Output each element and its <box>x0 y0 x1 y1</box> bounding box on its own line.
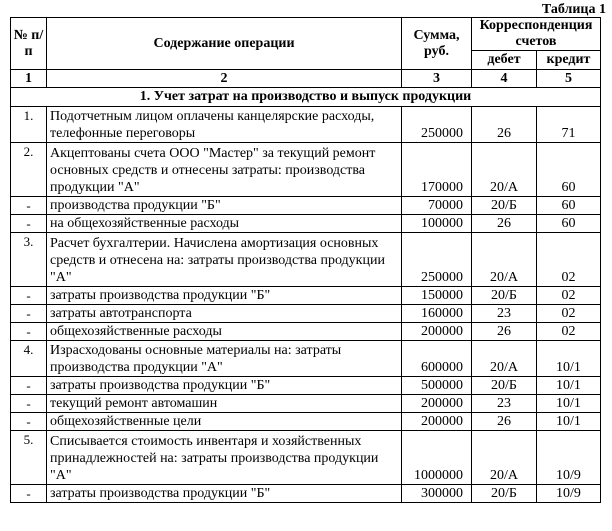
amount: 150000 <box>402 287 472 305</box>
table-row <box>11 143 601 197</box>
row-number: - <box>11 323 47 341</box>
credit-account: 02 <box>537 305 601 323</box>
amount: 160000 <box>402 305 472 323</box>
header-credit: кредит <box>537 51 601 70</box>
credit-account: 02 <box>537 287 601 305</box>
debit-account: 26 <box>472 413 537 431</box>
amount: 200000 <box>402 413 472 431</box>
operation-description: текущий ремонт автомашин <box>47 395 402 413</box>
row-number: - <box>11 305 47 323</box>
credit-account: 71 <box>537 107 601 143</box>
debit-account: 20/Б <box>472 485 537 503</box>
debit-account: 20/А <box>472 431 537 485</box>
credit-account: 10/1 <box>537 395 601 413</box>
row-number: 2. <box>11 143 47 197</box>
table-row <box>11 323 601 341</box>
header-desc: Содержание операции <box>47 18 402 70</box>
amount: 170000 <box>402 143 472 197</box>
operation-description: затраты производства продукции "Б" <box>47 485 402 503</box>
header-debit: дебет <box>472 51 537 70</box>
row-number: - <box>11 377 47 395</box>
row-number: - <box>11 197 47 215</box>
operation-description: Акцептованы счета ООО "Мастер" за текущий ремонт основных средств и отнесены затраты: производства продукции "А" <box>47 143 402 197</box>
table-body <box>11 107 601 503</box>
section-title: 1. Учет затрат на производство и выпуск продукции <box>11 88 601 107</box>
amount: 200000 <box>402 395 472 413</box>
table-row <box>11 197 601 215</box>
amount: 500000 <box>402 377 472 395</box>
row-number: 5. <box>11 431 47 485</box>
row-number: - <box>11 287 47 305</box>
credit-account: 10/1 <box>537 377 601 395</box>
debit-account: 20/А <box>472 341 537 377</box>
debit-account: 20/А <box>472 233 537 287</box>
column-number: 3 <box>402 70 472 88</box>
column-number: 2 <box>47 70 402 88</box>
header-no: № п/п <box>11 18 47 70</box>
table-row <box>11 377 601 395</box>
table-row <box>11 215 601 233</box>
debit-account: 20/Б <box>472 197 537 215</box>
header-correspondence: Корреспонденция счетов <box>472 18 601 51</box>
amount: 250000 <box>402 233 472 287</box>
row-number: - <box>11 485 47 503</box>
table-row <box>11 233 601 287</box>
table-row <box>11 413 601 431</box>
credit-account: 60 <box>537 197 601 215</box>
debit-account: 20/А <box>472 143 537 197</box>
amount: 250000 <box>402 107 472 143</box>
credit-account: 10/9 <box>537 431 601 485</box>
debit-account: 20/Б <box>472 287 537 305</box>
table-row <box>11 341 601 377</box>
column-number: 1 <box>11 70 47 88</box>
debit-account: 23 <box>472 305 537 323</box>
table-row <box>11 107 601 143</box>
operation-description: на общехозяйственные расходы <box>47 215 402 233</box>
row-number: 4. <box>11 341 47 377</box>
credit-account: 10/1 <box>537 341 601 377</box>
operation-description: затраты автотранспорта <box>47 305 402 323</box>
table-caption: Таблица 1 <box>541 2 606 17</box>
operation-description: Списывается стоимость инвентаря и хозяйственных принадлежностей на: затраты производства продукции "А" <box>47 431 402 485</box>
header-sum: Сумма, руб. <box>402 18 472 70</box>
operation-description: общехозяйственные расходы <box>47 323 402 341</box>
credit-account: 02 <box>537 323 601 341</box>
table-row <box>11 287 601 305</box>
amount: 100000 <box>402 215 472 233</box>
row-number: - <box>11 215 47 233</box>
table-row <box>11 431 601 485</box>
amount: 70000 <box>402 197 472 215</box>
credit-account: 60 <box>537 215 601 233</box>
operation-description: Подотчетным лицом оплачены канцелярские расходы, телефонные переговоры <box>47 107 402 143</box>
debit-account: 23 <box>472 395 537 413</box>
table-row <box>11 485 601 503</box>
table-row <box>11 395 601 413</box>
amount: 600000 <box>402 341 472 377</box>
credit-account: 10/1 <box>537 413 601 431</box>
debit-account: 26 <box>472 215 537 233</box>
row-number: - <box>11 413 47 431</box>
credit-account: 10/9 <box>537 485 601 503</box>
row-number: 1. <box>11 107 47 143</box>
debit-account: 20/Б <box>472 377 537 395</box>
accounting-table <box>10 17 601 503</box>
amount: 300000 <box>402 485 472 503</box>
amount: 1000000 <box>402 431 472 485</box>
row-number: - <box>11 395 47 413</box>
debit-account: 26 <box>472 107 537 143</box>
credit-account: 02 <box>537 233 601 287</box>
amount: 200000 <box>402 323 472 341</box>
operation-description: затраты производства продукции "Б" <box>47 287 402 305</box>
table-row <box>11 305 601 323</box>
operation-description: общехозяйственные цели <box>47 413 402 431</box>
row-number: 3. <box>11 233 47 287</box>
column-number: 4 <box>472 70 537 88</box>
operation-description: Расчет бухгалтерии. Начислена амортизация основных средств и отнесена на: затраты производства продукции "А" <box>47 233 402 287</box>
debit-account: 26 <box>472 323 537 341</box>
operation-description: затраты производства продукции "Б" <box>47 377 402 395</box>
operation-description: производства продукции "Б" <box>47 197 402 215</box>
credit-account: 60 <box>537 143 601 197</box>
operation-description: Израсходованы основные материалы на: затраты производства продукции "А" <box>47 341 402 377</box>
column-number: 5 <box>537 70 601 88</box>
